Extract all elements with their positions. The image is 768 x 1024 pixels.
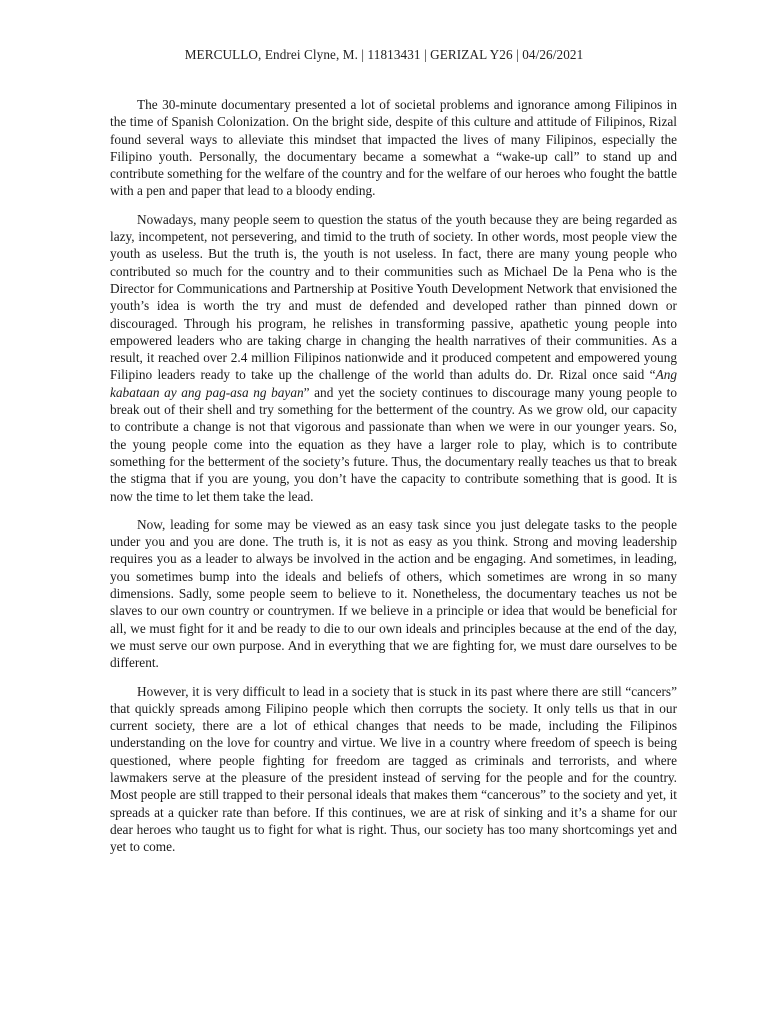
document-header: MERCULLO, Endrei Clyne, M. | 11813431 | GERIZAL Y26 | 04/26/2021	[184, 47, 584, 62]
rizal-quote: Ang kabataan ay ang pag-asa ng bayan	[110, 367, 677, 400]
paragraph-3: Now, leading for some may be viewed as an easy task since you just delegate tasks to the people under you and you are done. The truth is, it is not as easy as you think. Strong and moving leadership requires you as a leader to always be involved in the action and be engaging. And sometimes, in leading, you sometimes bump into the ideals and beliefs of others, which sometimes are wrong in so many dimensions. Sadly, some people seem to believe to it. Nonetheless, the documentary teaches us not be slaves to our own country or countrymen. If we believe in a principle or idea that would be beneficial for all, we must fight for it and be ready to die to our own ideals and principles because at the end of the day, we must serve our own purpose. And in everything that we are fighting for, we must dare ourselves to be different.	[110, 516, 677, 671]
paragraph-2	[110, 211, 677, 505]
document-body	[110, 96, 677, 866]
paragraph-1: The 30-minute documentary presented a lot of societal problems and ignorance among Filipinos in the time of Spanish Colonization. On the bright side, despite of this culture and attitude of Filipinos, Rizal found several ways to alleviate this mindset that impacted the lives of many Filipinos, especially the Filipino youth. Personally, the documentary became a somewhat a “wake-up call” to stand up and contribute something for the welfare of the country and for the welfare of our heroes who fought the battle with a pen and paper that lead to a bloody ending.	[110, 97, 677, 199]
paragraph-2-text-after-quote: ” and yet the society continues to discourage many young people to break out of their shell and try something for the betterment of the country. As we grow old, our capacity to contribute a change is not that vigorous and passionate than when we were in our younger years. So, the young people come into the equation as they have a larger role to play, which is to contribute something for the betterment of the society’s future. Thus, the documentary really teaches us that to break the stigma that if you are young, you don’t have the capacity to contribute something that is good. It is now the time to let them take the lead.	[110, 384, 677, 504]
paragraph-4: However, it is very difficult to lead in a society that is stuck in its past where there are still “cancers” that quickly spreads among Filipino people which then corrupts the society. It only tells us that in our current society, there are a lot of ethical changes that needs to be made, including the Filipinos understanding on the love for country and virtue. We live in a country where freedom of speech is being questioned, where people fighting for freedom are tagged as criminals and terrorists, and where lawmakers serve at the pleasure of the president instead of serving for the people and for the country. Most people are still trapped to their personal ideals that makes them “cancerous” to the society and yet, it spreads at a quicker rate than before. If this continues, we are at risk of sinking and it’s a shame for our dear heroes who taught us to fight for what is right. Thus, our society has too many shortcomings yet and yet to come.	[110, 683, 677, 855]
paragraph-2-text-before-quote: Nowadays, many people seem to question the status of the youth because they are being regarded as lazy, incompetent, not persevering, and timid to the truth of society. In other words, most people view the youth as useless. But the truth is, the youth is not useless. In fact, there are many young people who contributed so much for the country and to their communities such as Michael De la Pena who is the Director for Communications and Partnership at Positive Youth Development Network that envisioned the youth’s idea is worth the try and must de defended and developed rather than pinned down or discouraged. Through his program, he relishes in transforming passive, apathetic young people into empowered leaders who are taking charge in changing the health narratives of their communities. As a result, it reached over 2.4 million Filipinos nationwide and it produced competent and empowered young Filipino leaders ready to take up the challenge of the world than adults do. Dr. Rizal once said “	[110, 211, 677, 383]
